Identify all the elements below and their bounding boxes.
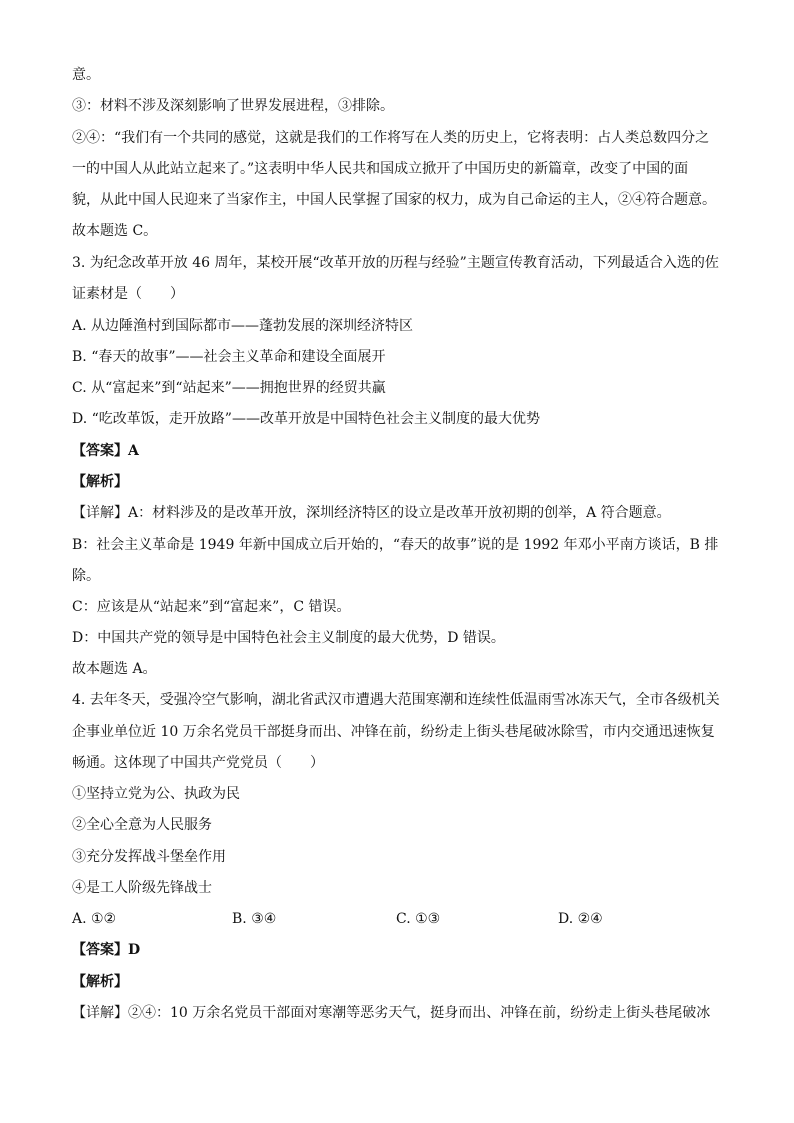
question-3-stem: 证素材是（ ） xyxy=(72,286,184,302)
option-c: C. 从“富起来”到“站起来”——拥抱世界的经贸共赢 xyxy=(72,380,386,396)
question-4-stem: 畅通。这体现了中国共产党党员（ ） xyxy=(72,755,324,771)
question-4-stem: 企事业单位近 10 万余名党员干部挺身而出、冲锋在前，纷纷走上街头巷尾破冰除雪，市内交通迅速恢复 xyxy=(72,724,715,740)
choice-d: D. ②④ xyxy=(558,911,603,927)
option-b: B. “春天的故事”——社会主义革命和建设全面展开 xyxy=(72,349,386,365)
text-line: 貌，从此中国人民迎来了当家作主，中国人民掌握了国家的权力，成为自己命运的主人，②④符合题意。 xyxy=(72,192,716,208)
question-4-stem: 4. 去年冬天，受强冷空气影响，湖北省武汉市遭遇大范围寒潮和连续性低温雨雪冰冻天气，全市各级机关 xyxy=(72,692,720,708)
statement-2: ②全心全意为人民服务 xyxy=(72,817,212,833)
analysis-label: 【解析】 xyxy=(72,974,128,990)
text-line: 除。 xyxy=(72,568,100,584)
text-line: 一的中国人从此站立起来了。”这表明中华人民共和国成立掀开了中国历史的新篇章，改变了中国的面 xyxy=(72,161,689,177)
option-a: A. 从边陲渔村到国际都市——蓬勃发展的深圳经济特区 xyxy=(72,318,414,334)
text-line: ②④：“我们有一个共同的感觉，这就是我们的工作将写在人类的历史上，它将表明：占人类总数四分之 xyxy=(72,130,710,146)
choice-a: A. ①② xyxy=(72,911,117,927)
analysis-label: 【解析】 xyxy=(72,474,128,490)
text-line: ③：材料不涉及深刻影响了世界发展进程，③排除。 xyxy=(72,98,394,114)
answer-label: 【答案】D xyxy=(72,942,141,958)
statement-4: ④是工人阶级先锋战士 xyxy=(72,880,212,896)
statement-3: ③充分发挥战斗堡垒作用 xyxy=(72,849,226,865)
option-d: D. “吃改革饭，走开放路”——改革开放是中国特色社会主义制度的最大优势 xyxy=(72,411,540,427)
text-line: 【详解】A：材料涉及的是改革开放，深圳经济特区的设立是改革开放初期的创举，A 符合题意。 xyxy=(72,505,671,521)
text-line: 【详解】②④：10 万余名党员干部面对寒潮等恶劣天气，挺身而出、冲锋在前，纷纷走上街头巷尾破冰 xyxy=(72,1005,711,1021)
choice-c: C. ①③ xyxy=(396,911,441,927)
text-line: 意。 xyxy=(72,67,100,83)
text-line: D：中国共产党的领导是中国特色社会主义制度的最大优势，D 错误。 xyxy=(72,630,505,646)
question-3-stem: 3. 为纪念改革开放 46 周年，某校开展“改革开放的历程与经验”主题宣传教育活动，下列最适合入选的佐 xyxy=(72,255,719,271)
statement-1: ①坚持立党为公、执政为民 xyxy=(72,786,240,802)
text-line: B：社会主义革命是 1949 年新中国成立后开始的，“春天的故事”说的是 1992 年邓小平南方谈话，B 排 xyxy=(72,537,719,553)
text-line: 故本题选 A。 xyxy=(72,661,157,677)
text-line: C：应该是从“站起来”到“富起来”，C 错误。 xyxy=(72,599,351,615)
answer-label: 【答案】A xyxy=(72,443,139,459)
text-line: 故本题选 C。 xyxy=(72,223,158,239)
choice-b: B. ③④ xyxy=(232,911,277,927)
